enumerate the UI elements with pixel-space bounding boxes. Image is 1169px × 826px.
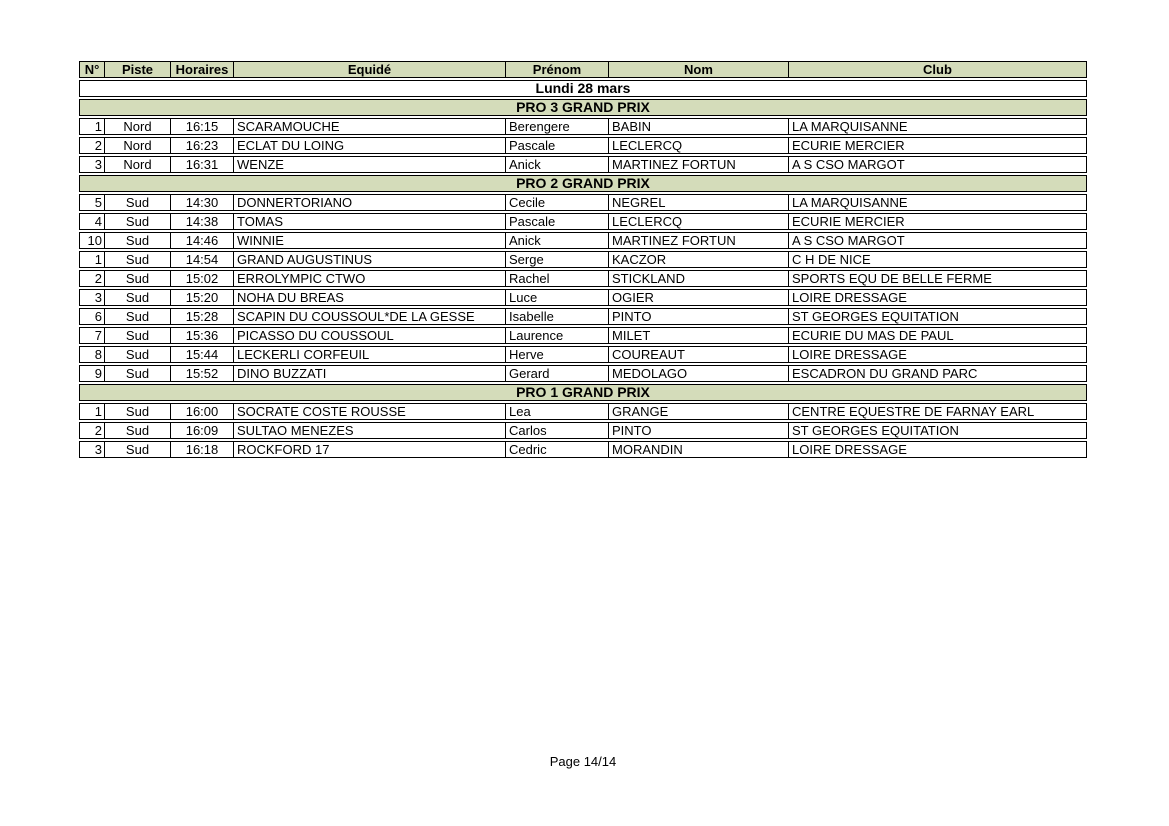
cell-horaires: 16:31 — [170, 156, 233, 173]
cell-no: 1 — [79, 251, 104, 268]
column-header-no: N° — [79, 61, 104, 78]
cell-no: 4 — [79, 213, 104, 230]
table-row — [79, 403, 1087, 420]
cell-horaires: 16:18 — [170, 441, 233, 458]
table-row — [79, 213, 1087, 230]
cell-club: A S CSO MARGOT — [788, 156, 1087, 173]
cell-horaires: 15:02 — [170, 270, 233, 287]
cell-no: 8 — [79, 346, 104, 363]
cell-club: ECURIE MERCIER — [788, 213, 1087, 230]
cell-equide: NOHA DU BREAS — [233, 289, 505, 306]
cell-horaires: 16:09 — [170, 422, 233, 439]
cell-prenom: Isabelle — [505, 308, 608, 325]
column-header-club: Club — [788, 61, 1087, 78]
cell-piste: Sud — [104, 251, 170, 268]
date-header: Lundi 28 mars — [79, 80, 1087, 97]
table-row — [79, 289, 1087, 306]
cell-no: 9 — [79, 365, 104, 382]
table-row — [79, 137, 1087, 154]
cell-club: ECURIE DU MAS DE PAUL — [788, 327, 1087, 344]
cell-equide: WENZE — [233, 156, 505, 173]
cell-nom: OGIER — [608, 289, 788, 306]
cell-horaires: 15:20 — [170, 289, 233, 306]
table-row — [79, 118, 1087, 135]
cell-no: 1 — [79, 118, 104, 135]
table-row — [79, 327, 1087, 344]
section-header: PRO 2 GRAND PRIX — [79, 175, 1087, 192]
table-row — [79, 308, 1087, 325]
cell-club: LOIRE DRESSAGE — [788, 289, 1087, 306]
cell-horaires: 15:52 — [170, 365, 233, 382]
cell-nom: PINTO — [608, 308, 788, 325]
schedule-table — [79, 59, 1087, 460]
cell-piste: Sud — [104, 232, 170, 249]
cell-club: ST GEORGES EQUITATION — [788, 308, 1087, 325]
cell-prenom: Anick — [505, 156, 608, 173]
cell-piste: Nord — [104, 137, 170, 154]
cell-piste: Sud — [104, 422, 170, 439]
table-row — [79, 251, 1087, 268]
cell-equide: SCARAMOUCHE — [233, 118, 505, 135]
cell-nom: LECLERCQ — [608, 213, 788, 230]
table-row — [79, 441, 1087, 458]
cell-club: LOIRE DRESSAGE — [788, 441, 1087, 458]
cell-piste: Sud — [104, 289, 170, 306]
cell-prenom: Anick — [505, 232, 608, 249]
table-row — [79, 194, 1087, 211]
cell-prenom: Berengere — [505, 118, 608, 135]
cell-horaires: 15:28 — [170, 308, 233, 325]
cell-prenom: Pascale — [505, 213, 608, 230]
cell-horaires: 14:46 — [170, 232, 233, 249]
table-row — [79, 232, 1087, 249]
cell-prenom: Serge — [505, 251, 608, 268]
table-row — [79, 346, 1087, 363]
column-header-equide: Equidé — [233, 61, 505, 78]
cell-equide: SULTAO MENEZES — [233, 422, 505, 439]
cell-no: 3 — [79, 441, 104, 458]
cell-no: 2 — [79, 137, 104, 154]
cell-nom: COUREAUT — [608, 346, 788, 363]
cell-equide: ECLAT DU LOING — [233, 137, 505, 154]
cell-prenom: Cedric — [505, 441, 608, 458]
table-row — [79, 270, 1087, 287]
cell-nom: MILET — [608, 327, 788, 344]
cell-nom: PINTO — [608, 422, 788, 439]
cell-club: SPORTS EQU DE BELLE FERME — [788, 270, 1087, 287]
cell-prenom: Lea — [505, 403, 608, 420]
cell-nom: GRANGE — [608, 403, 788, 420]
cell-piste: Sud — [104, 213, 170, 230]
cell-horaires: 14:30 — [170, 194, 233, 211]
cell-nom: BABIN — [608, 118, 788, 135]
cell-club: ECURIE MERCIER — [788, 137, 1087, 154]
cell-no: 6 — [79, 308, 104, 325]
column-header-horaires: Horaires — [170, 61, 233, 78]
cell-piste: Sud — [104, 327, 170, 344]
cell-horaires: 15:44 — [170, 346, 233, 363]
cell-equide: GRAND AUGUSTINUS — [233, 251, 505, 268]
cell-equide: ROCKFORD 17 — [233, 441, 505, 458]
section-header-row — [79, 384, 1087, 401]
cell-prenom: Laurence — [505, 327, 608, 344]
cell-nom: MARTINEZ FORTUN — [608, 232, 788, 249]
section-header: PRO 3 GRAND PRIX — [79, 99, 1087, 116]
cell-club: LA MARQUISANNE — [788, 118, 1087, 135]
cell-no: 1 — [79, 403, 104, 420]
column-header-nom: Nom — [608, 61, 788, 78]
cell-piste: Sud — [104, 270, 170, 287]
cell-equide: PICASSO DU COUSSOUL — [233, 327, 505, 344]
cell-equide: WINNIE — [233, 232, 505, 249]
cell-no: 7 — [79, 327, 104, 344]
page-number: Page 14/14 — [549, 754, 617, 769]
cell-piste: Sud — [104, 308, 170, 325]
cell-equide: SOCRATE COSTE ROUSSE — [233, 403, 505, 420]
cell-equide: SCAPIN DU COUSSOUL*DE LA GESSE — [233, 308, 505, 325]
cell-prenom: Gerard — [505, 365, 608, 382]
cell-prenom: Luce — [505, 289, 608, 306]
cell-nom: MORANDIN — [608, 441, 788, 458]
cell-no: 3 — [79, 156, 104, 173]
column-header-prenom: Prénom — [505, 61, 608, 78]
cell-club: C H DE NICE — [788, 251, 1087, 268]
cell-equide: DINO BUZZATI — [233, 365, 505, 382]
cell-nom: STICKLAND — [608, 270, 788, 287]
cell-nom: NEGREL — [608, 194, 788, 211]
cell-horaires: 16:15 — [170, 118, 233, 135]
cell-no: 2 — [79, 270, 104, 287]
section-header-row — [79, 175, 1087, 192]
cell-club: A S CSO MARGOT — [788, 232, 1087, 249]
cell-piste: Sud — [104, 346, 170, 363]
cell-piste: Sud — [104, 403, 170, 420]
cell-prenom: Pascale — [505, 137, 608, 154]
cell-horaires: 16:00 — [170, 403, 233, 420]
cell-equide: LECKERLI CORFEUIL — [233, 346, 505, 363]
cell-equide: TOMAS — [233, 213, 505, 230]
date-header-row — [79, 80, 1087, 97]
cell-nom: MARTINEZ FORTUN — [608, 156, 788, 173]
cell-club: ST GEORGES EQUITATION — [788, 422, 1087, 439]
cell-no: 5 — [79, 194, 104, 211]
cell-equide: ERROLYMPIC CTWO — [233, 270, 505, 287]
cell-club: ESCADRON DU GRAND PARC — [788, 365, 1087, 382]
cell-nom: LECLERCQ — [608, 137, 788, 154]
section-header: PRO 1 GRAND PRIX — [79, 384, 1087, 401]
cell-nom: KACZOR — [608, 251, 788, 268]
cell-prenom: Cecile — [505, 194, 608, 211]
cell-prenom: Carlos — [505, 422, 608, 439]
cell-horaires: 14:38 — [170, 213, 233, 230]
cell-prenom: Herve — [505, 346, 608, 363]
cell-piste: Nord — [104, 156, 170, 173]
cell-piste: Sud — [104, 441, 170, 458]
cell-piste: Nord — [104, 118, 170, 135]
cell-equide: DONNERTORIANO — [233, 194, 505, 211]
table-header-row — [79, 61, 1087, 78]
cell-horaires: 16:23 — [170, 137, 233, 154]
cell-piste: Sud — [104, 194, 170, 211]
cell-no: 3 — [79, 289, 104, 306]
table-row — [79, 156, 1087, 173]
cell-horaires: 15:36 — [170, 327, 233, 344]
cell-nom: MEDOLAGO — [608, 365, 788, 382]
cell-piste: Sud — [104, 365, 170, 382]
table-row — [79, 365, 1087, 382]
cell-club: LA MARQUISANNE — [788, 194, 1087, 211]
table-row — [79, 422, 1087, 439]
cell-prenom: Rachel — [505, 270, 608, 287]
cell-no: 10 — [79, 232, 104, 249]
cell-horaires: 14:54 — [170, 251, 233, 268]
section-header-row — [79, 99, 1087, 116]
cell-no: 2 — [79, 422, 104, 439]
cell-club: CENTRE EQUESTRE DE FARNAY EARL — [788, 403, 1087, 420]
column-header-piste: Piste — [104, 61, 170, 78]
cell-club: LOIRE DRESSAGE — [788, 346, 1087, 363]
